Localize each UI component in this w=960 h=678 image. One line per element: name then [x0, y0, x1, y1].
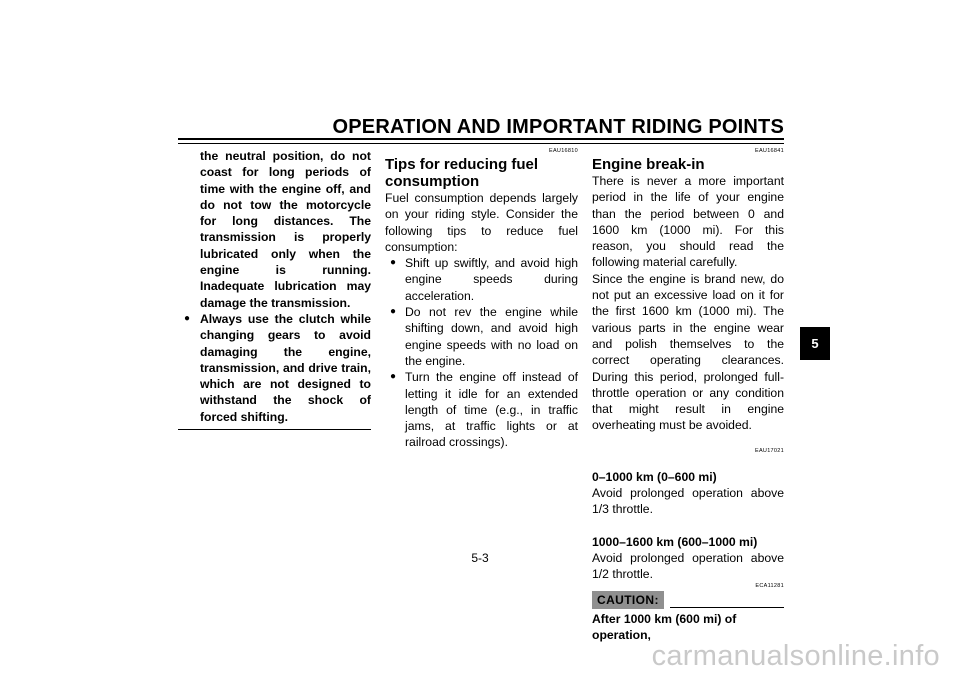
- bullet-icon: ●: [390, 371, 397, 383]
- watermark: carmanualsonline.info: [651, 640, 940, 672]
- break-in-subheading: 1000–1600 km (600–1000 mi): [592, 534, 758, 549]
- chapter-tab: 5: [800, 327, 830, 360]
- page-number: 5-3: [471, 551, 489, 565]
- bullet-icon: ●: [390, 257, 397, 269]
- caution-header: [592, 591, 784, 609]
- section-heading-break-in: Engine break-in: [592, 156, 705, 173]
- fuel-tip-item: [385, 369, 578, 450]
- fuel-tip-text: Shift up swiftly, and avoid high engine speeds during acceleration.: [405, 256, 578, 303]
- break-in-subheading: 0–1000 km (0–600 mi): [592, 469, 717, 484]
- section-heading-fuel: Tips for reducing fuel consumption: [385, 156, 539, 190]
- section-code: ECA11281: [755, 582, 784, 589]
- warning-bullet-text: Always use the clutch while changing gears to avoid damaging the engine, transmission, and drive train, which are not designed to withstand the shock of forced shifting.: [200, 311, 371, 424]
- fuel-tip-text: Do not rev the engine while shifting down, and avoid high engine speeds with no load on the engine.: [405, 305, 578, 368]
- caution-label: CAUTION:: [592, 591, 664, 609]
- section-code: EAU17021: [754, 447, 784, 454]
- page-title: OPERATION AND IMPORTANT RIDING POINTS: [332, 116, 784, 138]
- caution-text: After 1000 km (600 mi) of operation,: [592, 611, 737, 642]
- fuel-tip-item: [385, 304, 578, 369]
- warning-bullet: [178, 311, 371, 425]
- warning-end-rule: [178, 429, 371, 430]
- header-rule: [178, 138, 784, 140]
- bullet-icon: ●: [390, 306, 397, 318]
- fuel-tip-item: [385, 255, 578, 304]
- break-in-instruction: Avoid prolonged operation above 1/3 throttle.: [592, 486, 784, 517]
- break-in-instruction: Avoid prolonged operation above 1/2 throttle.: [592, 550, 784, 582]
- column-right: [592, 148, 784, 643]
- fuel-intro-text: Fuel consumption depends largely on your riding style. Consider the following tips to reduce fuel consumption:: [385, 191, 578, 254]
- column-left: [178, 148, 371, 430]
- section-code: EAU16810: [548, 148, 578, 154]
- break-in-paragraph: There is never a more important period in the life of your engine than the period between 0 and 1600 km (1000 mi). For this reason, you should read the following material carefully.: [592, 174, 784, 270]
- bullet-icon: ●: [184, 312, 191, 324]
- fuel-tip-text: Turn the engine off instead of letting it idle for an extended length of time (e.g., in traffic jams, at traffic lights or at railroad crossings).: [405, 370, 578, 450]
- column-middle: [385, 148, 578, 451]
- section-code: EAU16841: [754, 148, 784, 154]
- header-rule-thin: [178, 143, 784, 144]
- warning-continuation-text: the neutral position, do not coast for long periods of time with the engine off, and do not tow the motorcycle for long distances. The transmission is properly lubricated only when the engine is running. Inadequate lubrication may damage the transmission.: [200, 149, 371, 310]
- break-in-paragraph: Since the engine is brand new, do not put an excessive load on it for the first 1600 km (1000 mi). The various parts in the engine wear and polish themselves to the correct operating clearances. During this period, prolonged full-throttle operation or any condition that might result in engine overheating must be avoided.: [592, 271, 784, 433]
- caution-rule: [670, 607, 784, 608]
